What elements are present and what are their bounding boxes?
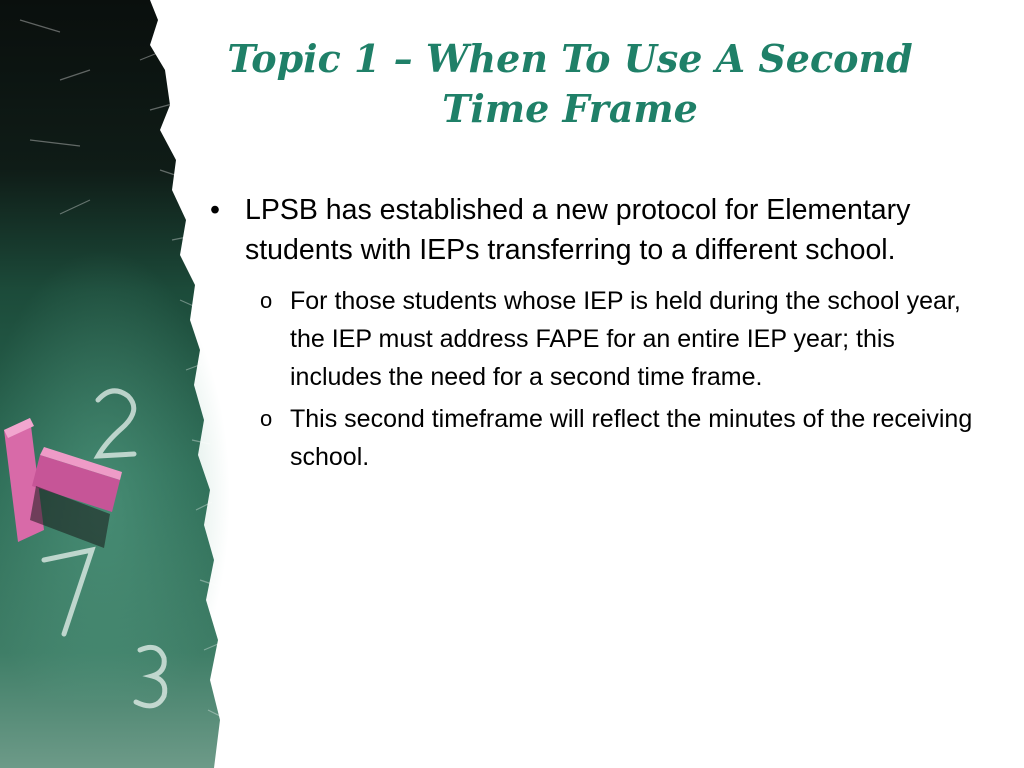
bullet-text: LPSB has established a new protocol for Elementary students with IEPs transferring to a different school. bbox=[245, 194, 911, 266]
sub-bullet-item bbox=[258, 282, 985, 396]
bullet-dot-icon: • bbox=[210, 194, 220, 226]
bullet-item bbox=[200, 190, 985, 270]
slide-title bbox=[210, 34, 930, 134]
sub-bullet-list bbox=[200, 282, 985, 476]
slide-content bbox=[200, 190, 985, 480]
sub-bullet-text: For those students whose IEP is held during the school year, the IEP must address FAPE for an entire IEP year; this includes the need for a second time frame. bbox=[290, 287, 961, 391]
sub-bullet-text: This second timeframe will reflect the minutes of the receiving school. bbox=[290, 405, 973, 471]
circle-bullet-icon: o bbox=[260, 406, 273, 431]
sub-bullet-item bbox=[258, 400, 985, 476]
title-line-1: Topic 1 – When To Use A Second bbox=[227, 36, 913, 81]
title-line-2: Time Frame bbox=[442, 86, 698, 131]
circle-bullet-icon: o bbox=[260, 288, 273, 313]
